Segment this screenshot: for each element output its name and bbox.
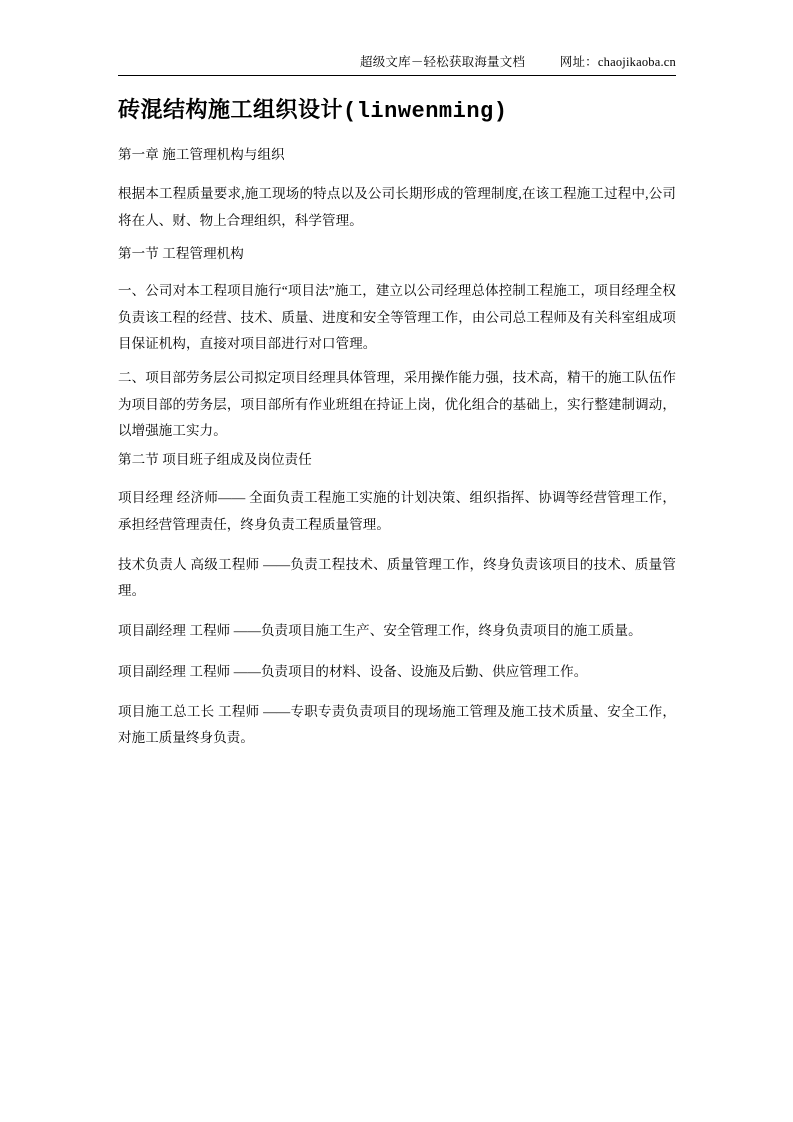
- header-divider: [118, 75, 676, 76]
- role-item: 项目副经理 工程师 ——负责项目的材料、设备、设施及后勤、供应管理工作。: [118, 663, 588, 679]
- chapter-heading: 第一章 施工管理机构与组织: [118, 146, 285, 162]
- role-item: 项目施工总工长 工程师 ——专职专责负责项目的现场施工管理及施工技术质量、安全工作，对施工质量终身负责。: [118, 704, 676, 746]
- page-header: [118, 52, 676, 70]
- section-one-heading: 第一节 工程管理机构: [118, 245, 244, 261]
- title-mono: (linwenming): [343, 99, 508, 124]
- role-item: 项目副经理 工程师 ——负责项目施工生产、安全管理工作，终身负责项目的施工质量。: [118, 623, 642, 639]
- role-item: 技术负责人 高级工程师 ——负责工程技术、质量管理工作，终身负责该项目的技术、质量管理。: [118, 556, 676, 599]
- header-site-label: 超级文库－轻松获取海量文档: [360, 55, 526, 69]
- section-two-heading: 第二节 项目班子组成及岗位责任: [118, 452, 312, 468]
- title-chinese: 砖混结构施工组织设计: [118, 97, 344, 122]
- role-item: 项目经理 经济师—— 全面负责工程施工实施的计划决策、组织指挥、协调等经营管理工作，承担经营管理责任，终身负责工程质量管理。: [118, 490, 676, 532]
- intro-paragraph: 根据本工程质量要求,施工现场的特点以及公司长期形成的管理制度,在该工程施工过程中,公司将在人、财、物上合理组织，科学管理。: [118, 185, 676, 228]
- paragraph-item-one: 一、公司对本工程项目施行“项目法”施工，建立以公司经理总体控制工程施工，项目经理全权负责该工程的经营、技术、质量、进度和安全等管理工作，由公司总工程师及有关科室组成项目保证机构，直接对项目部进行对口管理。: [118, 283, 676, 352]
- header-url-label: 网址：chaojikaoba.cn: [559, 55, 676, 69]
- page-title: [118, 96, 676, 127]
- document-body: [118, 96, 676, 754]
- paragraph-item-two: 二、项目部劳务层公司拟定项目经理具体管理，采用操作能力强，技术高，精干的施工队伍作为项目部的劳务层，项目部所有作业班组在持证上岗，优化组合的基础上，实行整建制调动，以增强施工实力。: [118, 370, 676, 438]
